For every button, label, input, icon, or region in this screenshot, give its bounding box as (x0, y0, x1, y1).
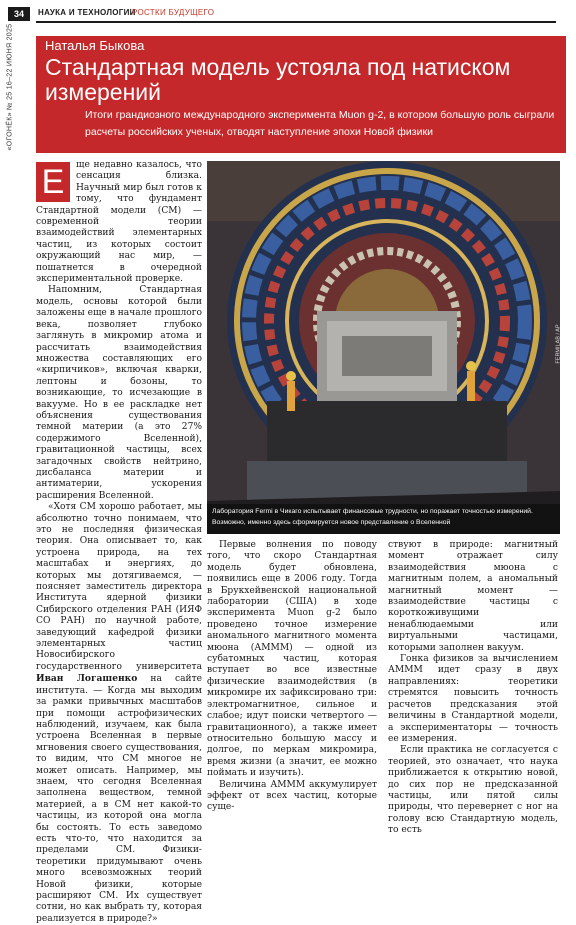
header-rule (36, 21, 556, 23)
page-header (0, 0, 576, 26)
paragraph: Гонка физиков за вычислением АММM идет сразу в двух направлениях: теоретики стремятся повысить точность расчетов предсказания этой величины в Стандартной модели, а экспериментаторы — точность ее измерения. (388, 654, 558, 744)
quote-part: «Хотя СМ хорошо работает, мы абсолютно точно понимаем, что это не последняя физическая теория. Она описывает то, как устроена природа, на тех масштабах и энергиях, до которых мы дотягиваемся, — поясняет заместитель директора Института ядерной физики Сибирского отделения РАН (ИЯФ СО РАН) по научной работе, заведующий кафедрой физики элементарных частиц Новосибирского государственного университета (36, 502, 202, 672)
photo-caption: Лаборатория Fermi в Чикаго испытывает финансовые трудности, но поражает точностью измерений. Возможно, именно здесь сформируется новое представление о Вселенной (212, 508, 533, 526)
page-number: 34 (8, 7, 30, 21)
paragraph-quote (36, 502, 202, 925)
paragraph: ще недавно казалось, что сенсация близка. Научный мир был готов к тому, что фундамент Стандартной модели (СМ) — современной теории взаимодействий элементарных частиц, из которых состоит окружающий нас мир, — пошатнется в очередной экспериментальной проверке. (36, 160, 202, 285)
drop-cap: Е (36, 162, 70, 202)
paragraph: Первые волнения по поводу того, что скоро Стандартная модель будет обновлена, появились еще в 2006 году. Тогда в Брукхейвенской национальной лаборатории (США) в ходе эксперимента Muon g-2 было проведено точное измерение аномального магнитного момента мюона (АММM) — одной из субатомных частиц, которая вступает во все известные физические взаимодействия (в микромире их зафиксировано три: электромагнитное, сильное и слабое; идут поиски четвертого — гравитационного), а также имеет относительно большую массу и долгое, по меркам микромира, время жизни (а значит, ее можно поймать и изучить). (207, 540, 377, 779)
paragraph: Если практика не согласуется с теорией, это означает, что наука приближается к открытию новой, до сих пор не предсказанной частицы, или пятой силы природы, что перевернет с ног на голову всю Стандартную модель, то есть (388, 745, 558, 836)
text-column-2 (207, 540, 377, 814)
paragraph: ствуют в природе: магнитный момент отражает силу взаимодействия мюона с магнитным полем, а аномальный магнитный момент — взаимодействие частицы с короткоживущими ненаблюдаемыми или виртуальными частицами, которыми заполнен вакуум. (388, 540, 558, 653)
paragraph: Напомним, Стандартная модель, основы которой были заложены еще в начале прошлого века, позволяет глубоко заглянуть в микромир атома и рассчитать взаимодействия множества составляющих его «кирпичиков», включая кварки, лептоны и бозоны, то возникающие, то исчезающие в вакууме. Но в ее раскладке нет объяснения существования темной материи (а это 27% содержимого Вселенной), гравитационной частицы, всех загадочных свойств нейтрино, дисбаланса материи и антиматерии, ускорения расширения Вселенной. (36, 285, 202, 501)
article-title: Стандартная модель устояла под натиском измерений (45, 54, 511, 105)
side-issue-text: «ОГОНЁК» № 25 16–22 ИЮНЯ 2025 (6, 23, 14, 151)
section-label: НАУКА И ТЕХНОЛОГИИ (38, 8, 136, 17)
paragraph: Величина АММM аккумулирует эффект от всех частиц, которые суще- (207, 779, 377, 813)
caption-box (207, 504, 560, 534)
rubric-label: РОСТКИ БУДУЩЕГО (132, 8, 215, 17)
article-lead: Итоги грандиозного международного эксперимента Muon g-2, в котором большую роль сыграли расчеты российских ученых, отводят наступление эпохи Новой физики (85, 109, 555, 138)
title-banner (36, 36, 566, 153)
photo-credit: FERMILAB / AP (555, 324, 562, 364)
person-name: Иван Логашенко (36, 673, 138, 685)
author-name: Наталья Быкова (45, 38, 145, 53)
quote-part: на сайте института. — Когда мы выходим за рамки привычных масштабов при помощи астрофизических наблюдений, изучаем, как была устроена Вселенная в первые мгновения своего существования, то видим, что СМ многое не может описать. Например, мы знаем, что сегодня Вселенная заполнена веществом, темной материей, а в СМ нет какой-то частицы, из которой она могла бы состоять. То есть заведомо есть что-то, что находится за пределами СМ. Физики-теоретики придумывают очень много всевозможных теорий Новой физики, которые расширяют СМ. Их существует сотни, но как выбрать ту, которая реализуется в природе?» (36, 674, 202, 924)
side-issue-label (3, 23, 17, 156)
detector-illustration (207, 161, 560, 534)
detector-photo (207, 161, 560, 534)
text-column-1 (36, 160, 202, 925)
text-column-3 (388, 540, 558, 837)
